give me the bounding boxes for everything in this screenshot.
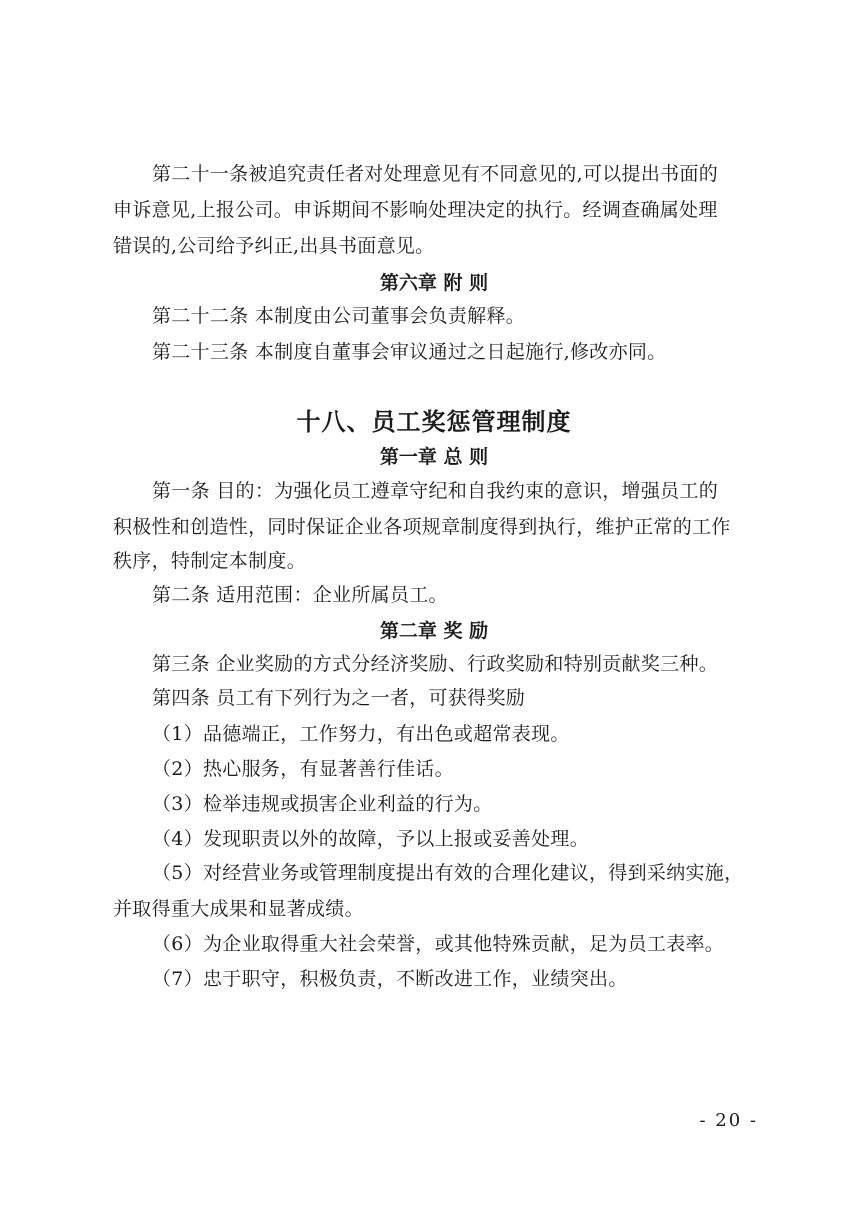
list-item: （4）发现职责以外的故障，予以上报或妥善处理。 [152, 828, 589, 850]
chapter-2-heading: 第二章 奖 励 [379, 620, 489, 642]
article-21-line-2: 申诉意见,上报公司。申诉期间不影响处理决定的执行。经调查确属处理 [113, 199, 718, 221]
page-number: - 20 - [699, 1110, 758, 1131]
chapter-1-heading: 第一章 总 则 [379, 446, 489, 468]
list-item: （5）对经营业务或管理制度提出有效的合理化建议，得到采纳实施， [152, 862, 744, 884]
list-item-continuation: 并取得重大成果和显著成绩。 [113, 898, 364, 920]
article-21-line-1: 第二十一条被追究责任者对处理意见有不同意见的,可以提出书面的 [152, 163, 719, 185]
list-item: （6）为企业取得重大社会荣誉，或其他特殊贡献，足为员工表率。 [152, 933, 725, 955]
article-4: 第四条 员工有下列行为之一者，可获得奖励 [152, 687, 526, 709]
list-item: （2）热心服务，有显著善行佳话。 [152, 758, 454, 780]
article-21-line-3: 错误的,公司给予纠正,出具书面意见。 [113, 235, 435, 257]
article-23: 第二十三条 本制度自董事会审议通过之日起施行,修改亦同。 [152, 341, 667, 363]
article-2: 第二条 适用范围：企业所属员工。 [152, 584, 448, 606]
article-22: 第二十二条 本制度由公司董事会负责解释。 [152, 305, 526, 327]
section-18-title: 十八、员工奖惩管理制度 [296, 407, 572, 436]
list-item: （7）忠于职守，积极负责，不断改进工作，业绩突出。 [152, 968, 628, 990]
list-item: （1）品德端正，工作努力，有出色或超常表现。 [152, 723, 570, 745]
chapter-6-heading: 第六章 附 则 [379, 272, 489, 294]
list-item: （3）检举违规或损害企业利益的行为。 [152, 793, 493, 815]
article-1-line-1: 第一条 目的：为强化员工遵章守纪和自我约束的意识，增强员工的 [152, 480, 719, 502]
article-3: 第三条 企业奖励的方式分经济奖励、行政奖励和特别贡献奖三种。 [152, 653, 719, 675]
article-1-line-2: 积极性和创造性，同时保证企业各项规章制度得到执行，维护正常的工作 [113, 516, 731, 538]
article-1-line-3: 秩序，特制定本制度。 [113, 550, 307, 572]
